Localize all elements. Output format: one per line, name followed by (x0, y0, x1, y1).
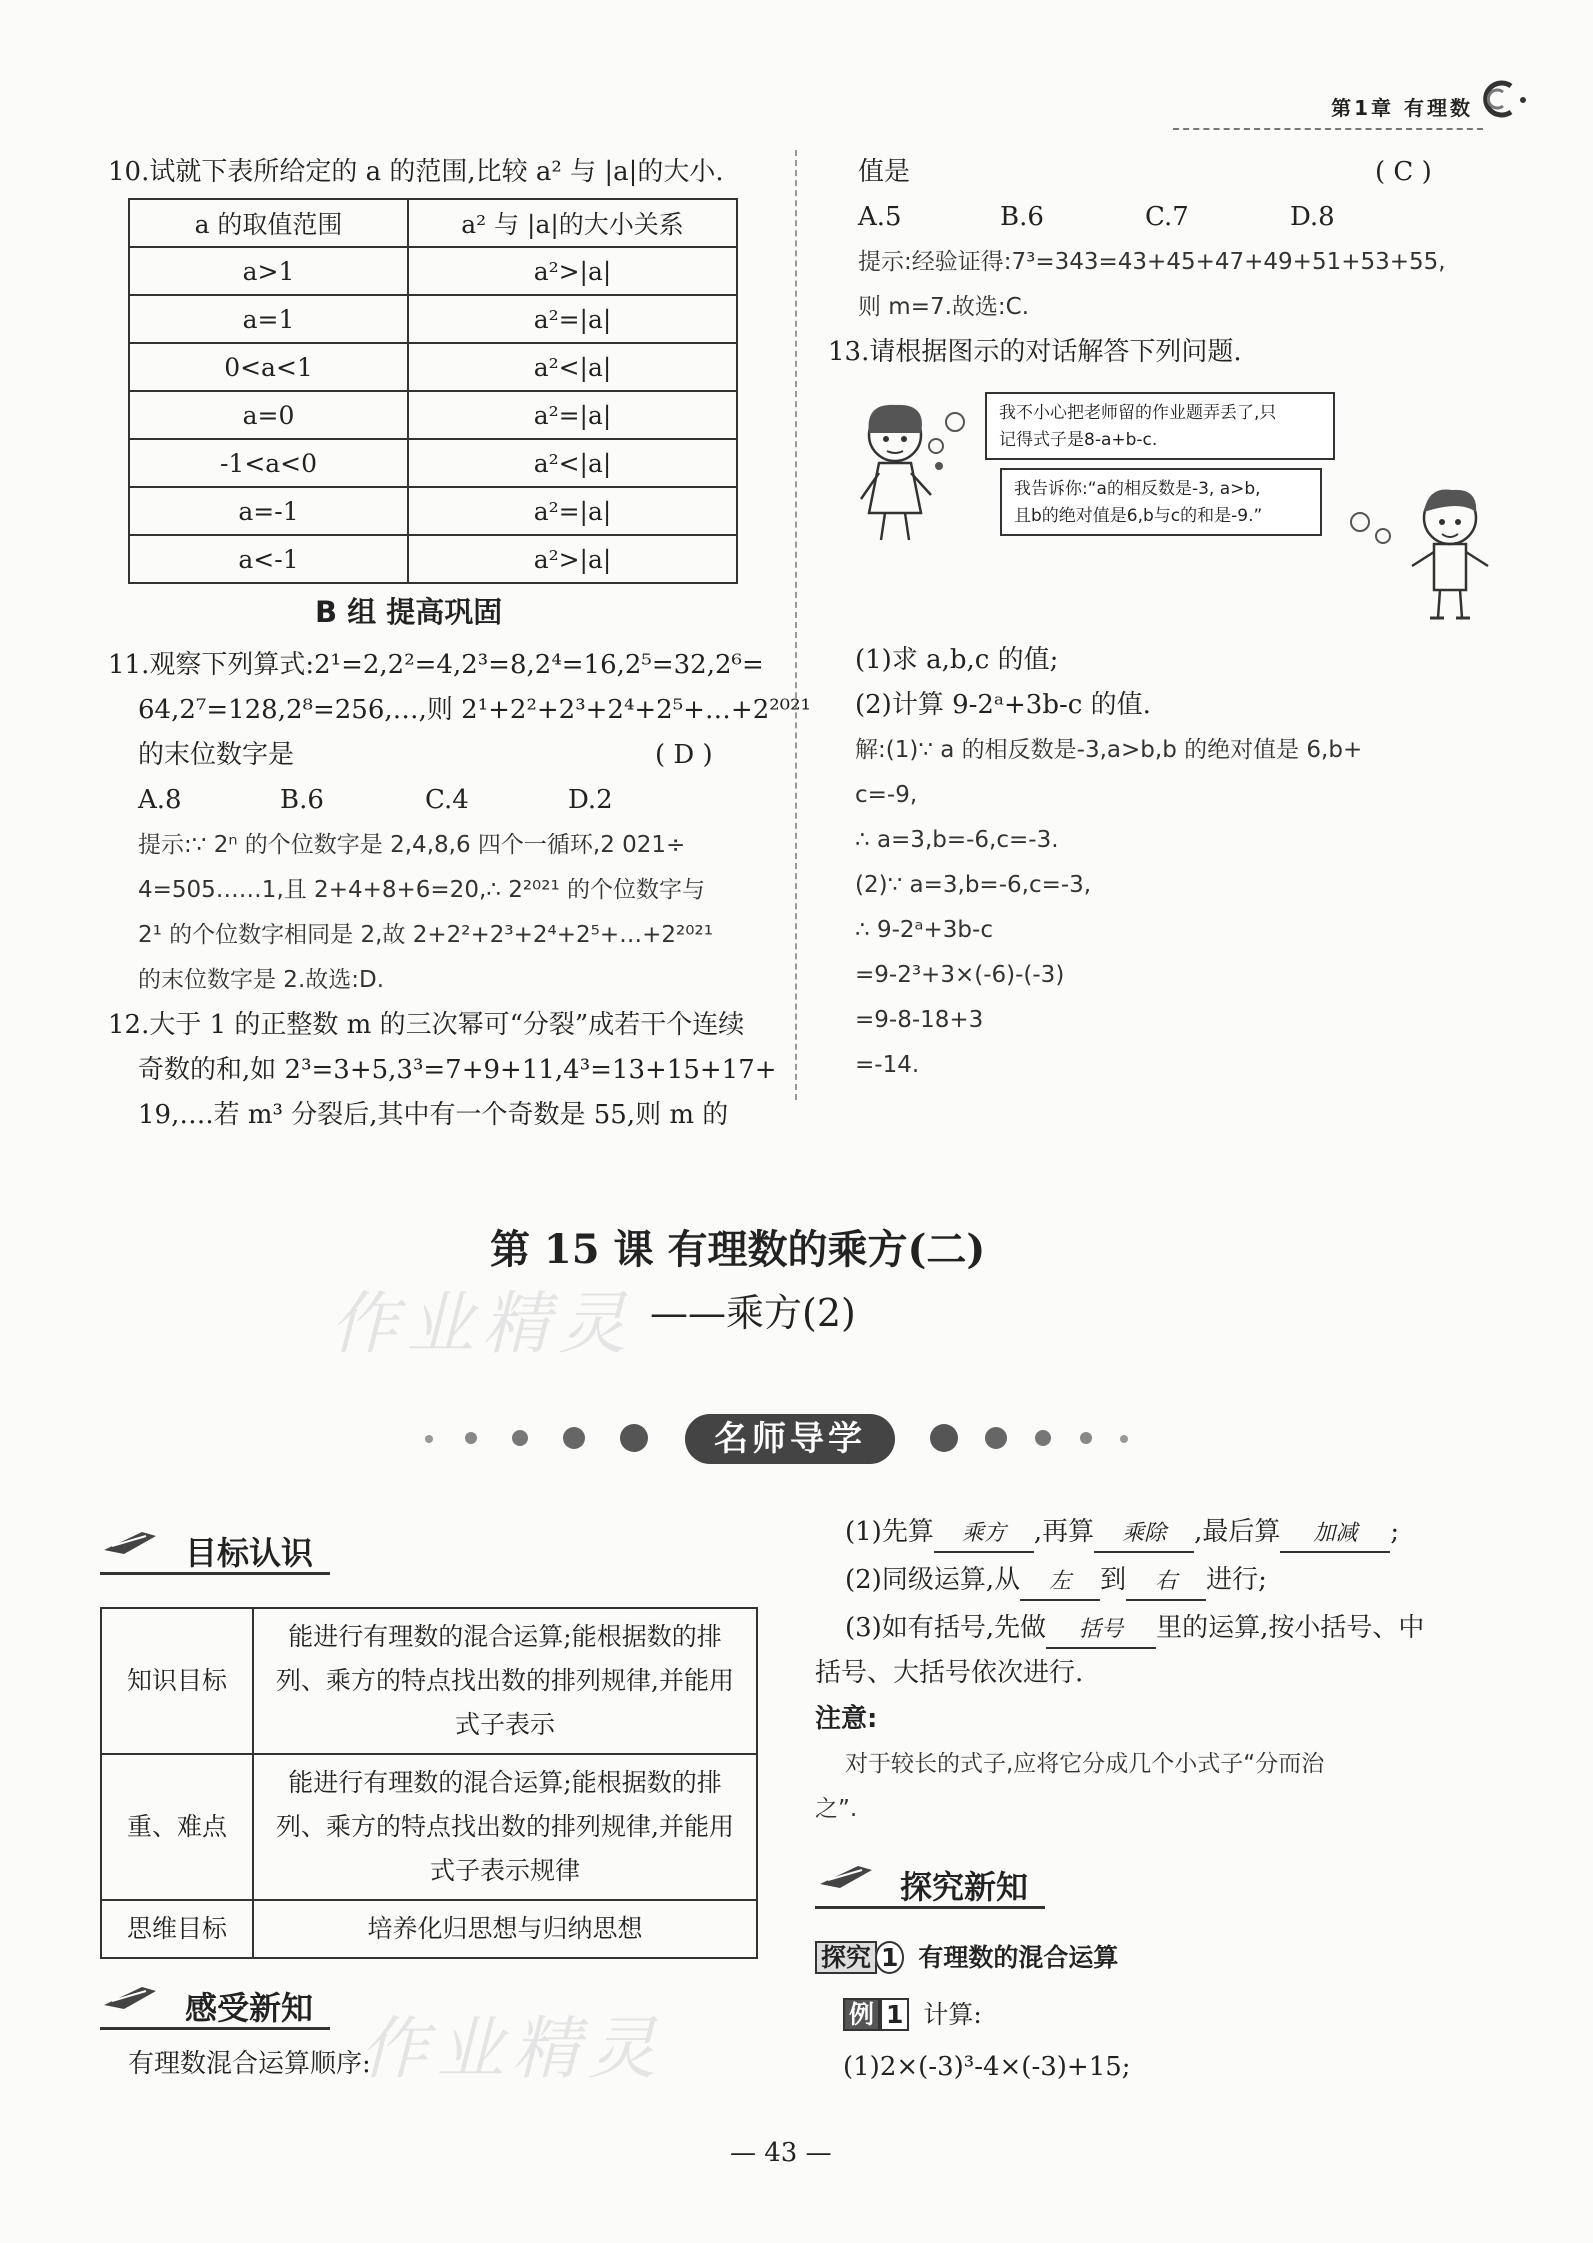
table-row (129, 487, 737, 535)
note-text: 之”. (815, 1796, 858, 1822)
mentor-guide-banner: 名师导学 (685, 1414, 895, 1464)
order-line-4: 括号、大括号依次进行. (815, 1658, 1084, 1688)
goals-heading: 目标认识 (185, 1534, 314, 1572)
thought-dot (945, 412, 965, 432)
fill-blank: 加减 (1280, 1517, 1390, 1553)
text: ,再算 (1033, 1517, 1095, 1547)
text: (1)先算 (845, 1517, 934, 1547)
table-cell: a²<|a| (408, 343, 737, 391)
table-row (129, 295, 737, 343)
table-row (101, 1754, 757, 1900)
fill-blank: 乘方 (934, 1517, 1034, 1553)
example-text: 计算: (923, 2000, 982, 2029)
table-cell: a²=|a| (408, 295, 737, 343)
table-cell: a=-1 (129, 487, 408, 535)
section-underline (100, 2027, 330, 2030)
q11-hint: 的末位数字是 2.故选:D. (138, 967, 385, 993)
q10-col-header: a² 与 |a|的大小关系 (408, 199, 737, 247)
table-cell: a²=|a| (408, 487, 737, 535)
q13-part: (1)求 a,b,c 的值; (855, 645, 1059, 675)
q13-solution: =9-8-18+3 (855, 1007, 984, 1033)
boy-speech-bubble (1000, 468, 1322, 536)
watermark: 作业精灵 (360, 2010, 665, 2089)
goal-text: 能进行有理数的混合运算;能根据数的排列、乘方的特点找出数的排列规律,并能用式子表示 (253, 1608, 757, 1754)
lesson-title: 第 15 课 有理数的乘方(二) (490, 1226, 986, 1273)
banner-dot (512, 1430, 528, 1446)
text: 进行; (1206, 1565, 1267, 1595)
table-row (129, 247, 737, 295)
example-number: 1 (880, 1998, 909, 2031)
q12-option: A.5 (858, 202, 902, 232)
q12-option: C.7 (1145, 202, 1189, 232)
q13-solution: ∴ 9-2ᵃ+3b-c (855, 917, 993, 943)
order-line-3 (845, 1606, 1424, 1650)
q10-stem: 10.试就下表所给定的 a 的范围,比较 a² 与 |a|的大小. (108, 157, 724, 187)
watermark: 作业精灵 (330, 1285, 635, 1364)
bubble-text: 我不小心把老师留的作业题弄丢了,只 (999, 403, 1277, 423)
feel-heading: 感受新知 (185, 1989, 314, 2027)
table-row (101, 1900, 757, 1958)
banner-dot (1080, 1432, 1092, 1444)
note-label: 注意: (815, 1704, 878, 1734)
q12-answer: ( C ) (1375, 157, 1432, 187)
explore-topic: 有理数的混合运算 (918, 1943, 1119, 1972)
q10-col-header: a 的取值范围 (129, 199, 408, 247)
example-row (843, 1997, 982, 2033)
q13-solution: (2)∵ a=3,b=-6,c=-3, (855, 872, 1092, 898)
section-pen-icon (102, 1528, 158, 1556)
table-cell: -1<a<0 (129, 439, 408, 487)
bubble-text: 且b的绝对值是6,b与c的和是-9.” (1014, 506, 1263, 526)
table-cell: a²=|a| (408, 391, 737, 439)
explore-heading: 探究新知 (900, 1868, 1029, 1906)
note-text: 对于较长的式子,应将它分成几个小式子“分而治 (845, 1751, 1325, 1777)
q11-option: C.4 (425, 785, 469, 815)
bubble-text: 记得式子是8-a+b-c. (999, 430, 1158, 450)
lesson-subtitle: ——乘方(2) (650, 1291, 856, 1335)
text: ,最后算 (1194, 1517, 1281, 1547)
q11-line: 的末位数字是 (138, 740, 295, 770)
chapter-header: 第1章 有理数 (1331, 96, 1473, 120)
girl-speech-bubble (985, 392, 1335, 460)
feel-text: 有理数混合运算顺序: (128, 2049, 371, 2079)
banner-dot (620, 1424, 648, 1452)
q11-option: B.6 (280, 785, 324, 815)
table-cell: a<-1 (129, 535, 408, 583)
table-row (129, 535, 737, 583)
banner-dot (985, 1427, 1007, 1449)
banner-dot (465, 1432, 477, 1444)
q10-table (128, 198, 738, 584)
thought-dot (935, 462, 943, 470)
text: 里的运算,按小括号、中 (1156, 1613, 1425, 1643)
q12-line: 12.大于 1 的正整数 m 的三次幂可“分裂”成若干个连续 (108, 1010, 745, 1040)
girl-illustration-icon (845, 395, 945, 545)
goal-text: 能进行有理数的混合运算;能根据数的排列、乘方的特点找出数的排列规律,并能用式子表示规律 (253, 1754, 757, 1900)
group-b-heading: B 组 提高巩固 (315, 595, 503, 629)
q11-hint: 2¹ 的个位数字相同是 2,故 2+2²+2³+2⁴+2⁵+…+2²⁰²¹ (138, 922, 713, 948)
section-underline (100, 1572, 330, 1575)
fill-blank: 乘除 (1094, 1517, 1194, 1553)
goal-text: 培养化归思想与归纳思想 (253, 1900, 757, 1958)
q11-option: D.2 (568, 785, 613, 815)
section-pen-icon (102, 1983, 158, 2011)
q13-solution: =9-2³+3×(-6)-(-3) (855, 962, 1065, 988)
section-underline (815, 1906, 1045, 1909)
goal-label: 思维目标 (101, 1900, 253, 1958)
table-row (129, 439, 737, 487)
q13-solution: 解:(1)∵ a 的相反数是-3,a>b,b 的绝对值是 6,b+ (855, 737, 1363, 763)
q13-solution: c=-9, (855, 782, 918, 808)
goals-table (100, 1607, 758, 1959)
explore-tag: 探究 (815, 1941, 877, 1974)
table-row (129, 343, 737, 391)
q11-line: 11.观察下列算式:2¹=2,2²=4,2³=8,2⁴=16,2⁵=32,2⁶= (108, 650, 764, 680)
table-cell: a²>|a| (408, 247, 737, 295)
q11-hint: 4=505……1,且 2+4+8+6=20,∴ 2²⁰²¹ 的个位数字与 (138, 877, 706, 903)
text: 到 (1100, 1565, 1127, 1595)
text: (3)如有括号,先做 (845, 1613, 1047, 1643)
q12-option: B.6 (1000, 202, 1044, 232)
example-tag: 例 (843, 1998, 880, 2031)
table-row (101, 1608, 757, 1754)
q13-stem: 13.请根据图示的对话解答下列问题. (828, 337, 1242, 367)
banner-dot (563, 1427, 585, 1449)
table-cell: a²>|a| (408, 535, 737, 583)
banner-dot (930, 1424, 958, 1452)
goal-label: 知识目标 (101, 1608, 253, 1754)
fill-blank: 括号 (1046, 1613, 1156, 1649)
q12-hint: 提示:经验证得:7³=343=43+45+47+49+51+53+55, (858, 249, 1446, 275)
q12-line: 奇数的和,如 2³=3+5,3³=7+9+11,4³=13+15+17+ (138, 1055, 777, 1085)
thought-dot (928, 438, 944, 454)
table-cell: a=0 (129, 391, 408, 439)
thought-dot (1350, 512, 1370, 532)
explore-topic-row (815, 1940, 1118, 1976)
q11-option: A.8 (138, 785, 182, 815)
text: (2)同级运算,从 (845, 1565, 1021, 1595)
q11-line: 64,2⁷=128,2⁸=256,…,则 2¹+2²+2³+2⁴+2⁵+…+2²⁰²¹ (138, 695, 811, 725)
table-cell: a>1 (129, 247, 408, 295)
bubble-text: 我告诉你:“a的相反数是-3, a>b, (1014, 479, 1261, 499)
q13-solution: =-14. (855, 1052, 920, 1078)
q12-line: 值是 (858, 157, 911, 187)
goal-label: 重、难点 (101, 1754, 253, 1900)
example-item: (1)2×(-3)³-4×(-3)+15; (843, 2052, 1131, 2082)
header-rule (1173, 128, 1483, 130)
q12-hint: 则 m=7.故选:C. (858, 294, 1030, 320)
text: ; (1390, 1517, 1400, 1547)
q11-hint: 提示:∵ 2ⁿ 的个位数字是 2,4,8,6 四个一循环,2 021÷ (138, 832, 686, 858)
banner-dot (425, 1435, 433, 1443)
chapter-logo-icon (1481, 78, 1531, 118)
table-cell: a²<|a| (408, 439, 737, 487)
section-pen-icon (818, 1862, 874, 1890)
banner-dot (1120, 1435, 1128, 1443)
column-divider (795, 150, 797, 1100)
fill-blank: 左 (1020, 1565, 1100, 1601)
q11-answer: ( D ) (655, 740, 713, 770)
order-line-1 (845, 1510, 1399, 1554)
q13-part: (2)计算 9-2ᵃ+3b-c 的值. (855, 690, 1151, 720)
banner-dot (1035, 1430, 1051, 1446)
q13-solution: ∴ a=3,b=-6,c=-3. (855, 827, 1059, 853)
explore-number: 1 (875, 1941, 904, 1974)
page-number: — 43 — (730, 2138, 832, 2168)
table-row (129, 391, 737, 439)
q12-option: D.8 (1290, 202, 1335, 232)
fill-blank: 右 (1126, 1565, 1206, 1601)
q12-line: 19,….若 m³ 分裂后,其中有一个奇数是 55,则 m 的 (138, 1100, 729, 1130)
table-cell: 0<a<1 (129, 343, 408, 391)
boy-illustration-icon (1400, 480, 1500, 625)
order-line-2 (845, 1558, 1267, 1602)
table-cell: a=1 (129, 295, 408, 343)
thought-dot (1375, 528, 1391, 544)
